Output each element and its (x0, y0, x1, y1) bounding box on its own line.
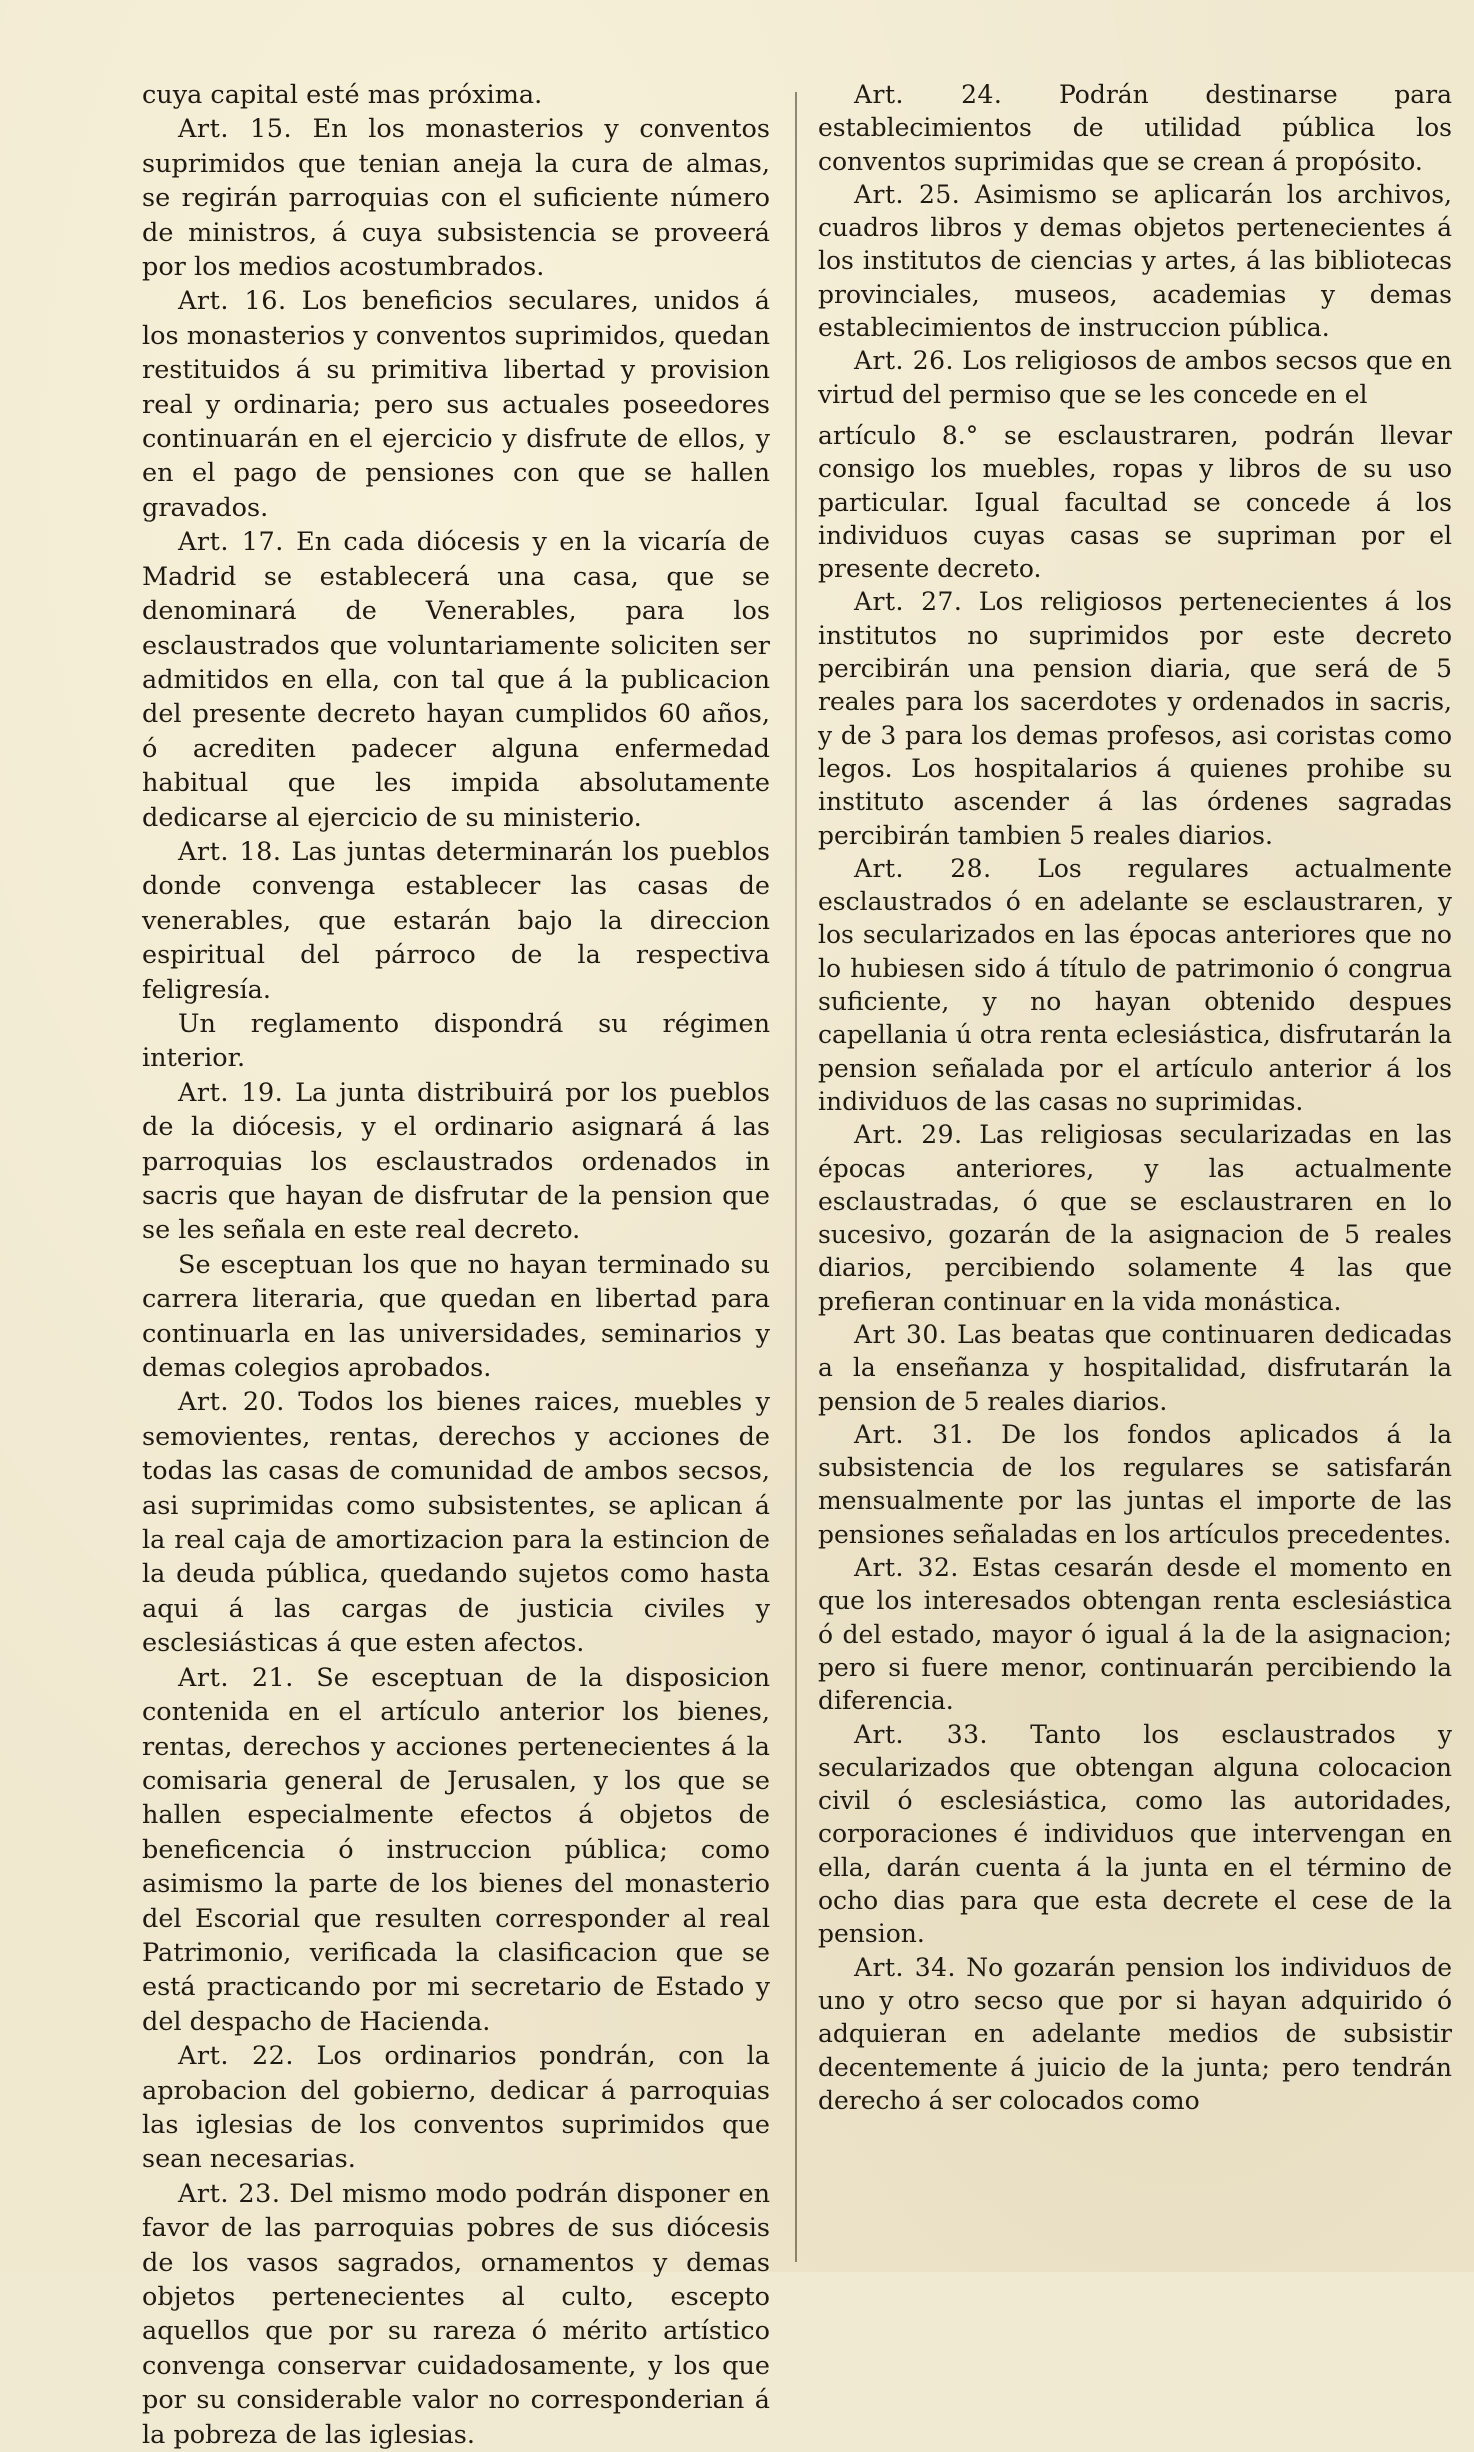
article-number: Art. 21. (178, 1662, 294, 1693)
article-text: Asimismo se aplicarán los archivos, cuadros libros y demas objetos pertenecientes á los institutos de ciencias y artes, á las bibliotecas provinciales, museos, academias y demas establecimientos de instruccion pública. (818, 179, 1453, 343)
article-paragraph (818, 344, 1452, 411)
article-number: Art. 32. (854, 1553, 959, 1583)
article-text: Los religiosos de ambos secsos que en virtud del permiso que se les concede en el (818, 346, 1452, 409)
article-text: No gozarán pension los individuos de uno y otro secso que por si hayan adquirido ó adquieran en adelante medios de subsistir decentemente á juicio de la junta; pero tendrán derecho á ser colocados como (818, 1952, 1453, 2115)
article-paragraph (818, 1718, 1452, 1951)
article-paragraph (818, 585, 1452, 851)
article-text: artículo 8.° se esclaustraren, podrán llevar consigo los muebles, ropas y libros de su uso particular. Igual facultad se concede á los individuos cuyas casas se supriman por el presente decreto. (818, 420, 1452, 584)
article-text: En los monasterios y conventos suprimidos que tenian aneja la cura de almas, se regirán parroquias con el suficiente número de ministros, á cuya subsistencia se proveerá por los medios acostumbrados. (142, 114, 770, 283)
article-number: Art. 28. (854, 853, 992, 883)
article-paragraph (142, 525, 770, 835)
article-text: Un reglamento dispondrá su régimen interior. (142, 1008, 770, 1074)
article-text: Las beatas que continuaren dedicadas a la enseñanza y hospitalidad, disfrutarán la pension de 5 reales diarios. (818, 1319, 1452, 1416)
article-number: Art. 33. (854, 1719, 988, 1749)
article-text: Los ordinarios pondrán, con la aprobacion del gobierno, dedicar á parroquias las iglesias de los conventos suprimidos que sean necesarias. (142, 2041, 770, 2175)
article-paragraph (818, 1118, 1452, 1318)
article-text: Los religiosos pertenecientes á los institutos no suprimidos por este decreto percibirán una pension diaria, que será de 5 reales para los sacerdotes y ordenados in sacris, y de 3 para los demas profesos, asi coristas como legos. Los hospitalarios á quienes prohibe su instituto ascender á las órdenes sagradas percibirán tambien 5 reales diarios. (818, 587, 1452, 850)
article-paragraph (818, 852, 1452, 1118)
article-paragraph (142, 284, 770, 525)
article-number: Art 30. (854, 1319, 948, 1349)
article-number: Art. 18. (178, 836, 282, 867)
article-paragraph (142, 835, 770, 1007)
article-number: Art. 31. (854, 1419, 974, 1449)
article-number: Art. 25. (854, 179, 961, 209)
right-column (818, 78, 1452, 2117)
article-paragraph (142, 2039, 770, 2177)
article-text: Tanto los esclaustrados y secularizados que obtengan alguna colocacion civil ó esclesiástica, como las autoridades, corporaciones é individuos que intervengan en ella, darán cuenta á la junta en el término de ocho dias para que esta decrete el cese de la pension. (818, 1719, 1453, 1949)
article-paragraph (142, 1385, 770, 1660)
article-number: Art. 24. (854, 80, 1003, 109)
article-number: Art. 17. (178, 527, 284, 558)
article-text: Podrán destinarse para establecimientos de utilidad pública los conventos suprimidas que se crean á propósito. (818, 80, 1453, 176)
article-text: Los regulares actualmente esclaustrados ó en adelante se esclaustraren, y los secularizados en las épocas anteriores que no lo hubiesen sido á título de patrimonio ó congrua suficiente, y no hayan obtenido despues capellania ú otra renta eclesiástica, disfrutarán la pension señalada por el artículo anterior á los individuos de las casas no suprimidas. (818, 853, 1452, 1116)
column-divider (795, 92, 797, 2262)
article-paragraph (818, 78, 1452, 178)
article-number: Art. 20. (178, 1387, 285, 1418)
article-text: Del mismo modo podrán disponer en favor de las parroquias pobres de sus diócesis de los vasos sagrados, ornamentos y demas objetos pertenecientes al culto, escepto aquellos que por su rareza ó mérito artístico convenga conservar cuidadosamente, y los que por su considerable valor no corresponderian á la pobreza de las iglesias. (142, 2178, 771, 2450)
article-number: Art. 19. (178, 1077, 284, 1108)
article-paragraph (818, 1551, 1452, 1717)
article-paragraph (818, 1951, 1452, 2117)
left-column (142, 78, 770, 2452)
article-number: Art. 34. (854, 1952, 956, 1982)
article-number: Art. 23. (178, 2178, 281, 2209)
article-paragraph (142, 1661, 770, 2039)
article-paragraph (142, 112, 770, 284)
article-number: Art. 15. (178, 114, 293, 145)
article-text: Todos los bienes raices, muebles y semovientes, rentas, derechos y acciones de todas las casas de comunidad de ambos secsos, asi suprimidas como subsistentes, se aplican á la real caja de amortizacion para la estincion de la deuda pública, quedando sujetos como hasta aqui á las cargas de justicia civiles y esclesiásticas á que esten afectos. (142, 1387, 770, 1659)
article-paragraph (142, 2177, 770, 2452)
article-text: Las religiosas secularizadas en las épocas anteriores, y las actualmente esclaustradas, ó que se esclaustraren en lo sucesivo, gozarán de la asignacion de 5 reales diarios, percibiendo solamente 4 las que prefieran continuar en la vida monástica. (818, 1120, 1452, 1316)
article-text: La junta distribuirá por los pueblos de la diócesis, y el ordinario asignará á las parroquias los esclaustrados ordenados in sacris que hayan de disfrutar de la pension que se les señala en este real decreto. (142, 1077, 770, 1246)
article-paragraph (818, 1318, 1452, 1418)
article-number: Art. 26. (854, 346, 954, 376)
article-text: En cada diócesis y en la vicaría de Madrid se establecerá una casa, que se denominará de Venerables, para los esclaustrados que voluntariamente soliciten ser admitidos en ella, con tal que á la publicacion del presente decreto hayan cumplidos 60 años, ó acrediten padecer alguna enfermedad habitual que les impida absolutamente dedicarse al ejercicio de su ministerio. (142, 527, 771, 833)
article-paragraph (142, 1248, 770, 1386)
article-text: Estas cesarán desde el momento en que los interesados obtengan renta esclesiástica ó del estado, mayor ó igual á la de la asignacion; pero si fuere menor, continuarán percibiendo la diferencia. (818, 1553, 1453, 1716)
article-paragraph (818, 419, 1452, 585)
article-paragraph (142, 1007, 770, 1076)
article-text: Se esceptuan de la disposicion contenida en el artículo anterior los bienes, rentas, derechos y acciones pertenecientes á la comisaria general de Jerusalen, y los que se hallen especialmente efectos á objetos de beneficencia ó instruccion pública; como asimismo la parte de los bienes del monasterio del Escorial que resulten corresponder al real Patrimonio, verificada la clasificacion que se está practicando por mi secretario de Estado y del despacho de Hacienda. (142, 1662, 770, 2037)
article-number: Art. 22. (178, 2041, 294, 2072)
article-paragraph (818, 1418, 1452, 1551)
article-paragraph (142, 1076, 770, 1248)
article-number: Art. 16. (178, 286, 287, 317)
article-text: cuya capital esté mas próxima. (142, 80, 543, 110)
article-text: Se esceptuan los que no hayan terminado su carrera literaria, que quedan en libertad para continuarla en las universidades, seminarios y demas colegios aprobados. (142, 1249, 770, 1384)
article-number: Art. 29. (854, 1120, 963, 1150)
article-text: Los beneficios seculares, unidos á los monasterios y conventos suprimidos, quedan restituidos á su primitiva libertad y provision real y ordinaria; pero sus actuales poseedores continuarán en el ejercicio y disfrute de ellos, y en el pago de pensiones con que se hallen gravados. (142, 286, 770, 523)
article-text: De los fondos aplicados á la subsistencia de los regulares se satisfarán mensualmente por las juntas el importe de las pensiones señaladas en los artículos precedentes. (818, 1419, 1453, 1549)
article-number: Art. 27. (854, 587, 963, 617)
article-text: Las juntas determinarán los pueblos donde convenga establecer las casas de venerables, que estarán bajo la direccion espiritual del párroco de la respectiva feligresía. (142, 836, 770, 1005)
article-paragraph (818, 178, 1452, 344)
article-paragraph (142, 78, 770, 112)
